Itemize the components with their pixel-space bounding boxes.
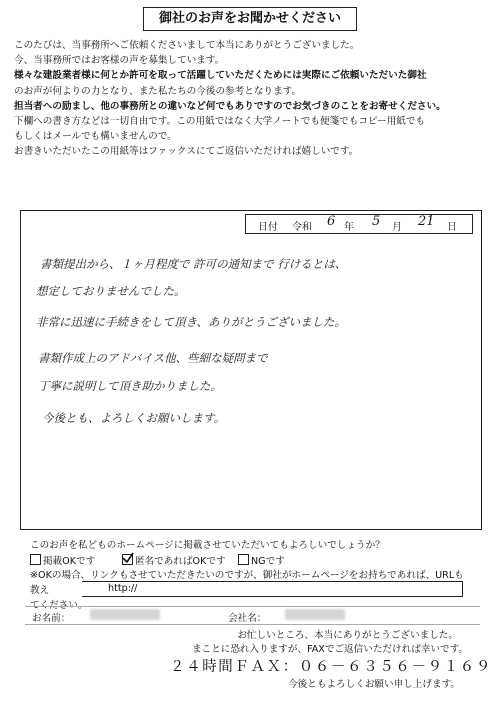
footer-closing: 今後ともよろしくお願い申し上げます。 [288,679,460,690]
intro-line: このたびは、当事務所へご依頼くださいまして本当にありがとうございました。 [14,40,360,51]
name-field-redacted[interactable] [90,609,160,620]
intro-line: 下欄への書き方などは一切自由です。この用紙ではなく大学ノートでも便箋でもコピー用紙でも [14,116,426,128]
publish-question: このお声を私どものホームページに掲載させていただいてもよろしいでしょうか？ [30,540,385,551]
url-prefix: http:// [108,583,138,594]
intro-line: 様々な建設業者様に何とか許可を取って活躍していただくためには実際にご依頼いただいた御社 [14,70,427,82]
company-label: 会社名： [228,613,267,624]
checkbox-checked-icon[interactable] [122,554,133,565]
check-mark-icon [122,552,134,564]
handwritten-line: 非常に迅速に手続きをして頂き、ありがとうございました。 [36,315,347,329]
date-year: 6 [327,214,336,229]
date-label: 日付 [258,222,278,233]
date-era: 令和 [292,222,312,233]
footer-thanks: お忙しいところ、本当にありがとうございました。 [237,630,458,641]
handwritten-line: 想定しておりませんでした。 [36,284,186,298]
name-label: お名前： [32,613,71,624]
date-month: 5 [372,214,381,229]
footer-fax-request: まことに恐れ入りますが、FAXでご返信いただければ幸いです。 [191,644,468,655]
option-label: 掲載OKです [43,556,96,567]
option-label: 匿名であればOKです [135,556,226,567]
page-title: 御社のお声をお聞かせください [143,7,357,31]
option-publish-ng[interactable] [238,553,285,567]
ok-note-line: てください。 [30,600,88,611]
handwritten-line: 書類作成上のアドバイス他、些細な疑問まで [38,351,268,365]
intro-text [14,38,492,160]
checkbox-icon[interactable] [238,554,249,565]
intro-line: お書きいただいたこの用紙等はファックスにてご返信いただければ嬉しいです。 [14,146,359,158]
option-publish-ok[interactable] [30,553,95,567]
option-label: NGです [251,556,285,567]
intro-line: もしくはメールでも構いませんので。 [14,131,177,143]
intro-line: 担当者への励まし、他の事務所との違いなど何でもありですのでお気づきのことをお寄せください。 [14,100,446,112]
date-box [245,214,473,234]
checkbox-icon[interactable] [30,554,41,565]
date-year-unit: 年 [344,222,354,233]
handwritten-line: 書類提出から、１ヶ月程度で 許可の通知まで 行けるとは、 [40,257,347,271]
handwritten-line: 丁寧に説明して頂き助かりました。 [38,379,222,393]
option-anonymous-ok[interactable] [122,553,226,567]
intro-line: 今、当事務所ではお客様の声を募集しています。 [14,55,225,67]
ok-note-line: ※OKの場合、リンクもさせていただきたいのですが、御社がホームページをお持ちであれば、URLも教え [30,570,464,596]
handwritten-line: 今後とも、よろしくお願いします。 [42,411,226,425]
url-field[interactable] [82,581,463,597]
date-month-unit: 月 [392,222,402,233]
company-field-redacted[interactable] [285,609,345,620]
intro-line: のお声が何よりの力となり、また私たちの今後の参考となります。 [14,85,302,97]
date-day-unit: 日 [447,222,457,233]
date-day: 21 [418,214,435,229]
fax-number: ２４時間ＦＡＸ：０６－６３５６－９１６９ [170,659,492,675]
